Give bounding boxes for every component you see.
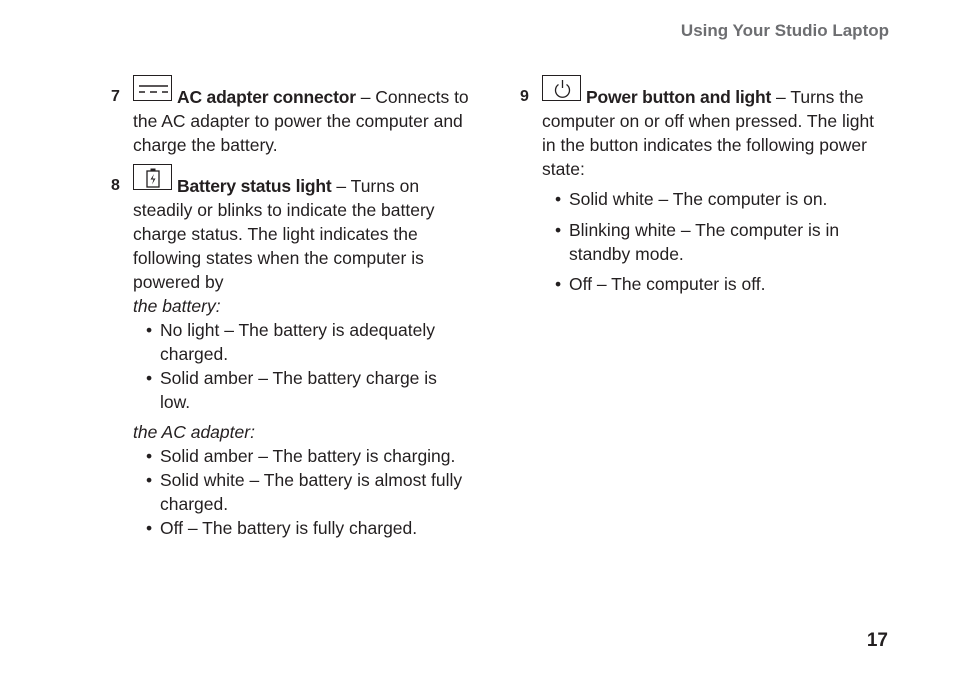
item-text-line: – Connects to [360, 87, 469, 107]
list-item-line: • Off – The battery is fully charged. [160, 518, 418, 538]
item-title: AC adapter connector [177, 87, 356, 107]
ac-adapter-icon [133, 75, 172, 101]
list-item [146, 468, 481, 516]
list-item-line: • Solid white – The battery is almost fully [160, 470, 463, 490]
item-text-line: charge the battery. [133, 135, 278, 155]
list-item [146, 366, 481, 414]
list-item [146, 516, 481, 540]
item-text-line: in the button indicates the following power [542, 135, 867, 155]
page-number: 17 [866, 630, 888, 651]
item-text-line: computer on or off when pressed. The light [542, 111, 875, 131]
item-title: Battery status light [177, 176, 332, 196]
item-text-line: steadily or blinks to indicate the battery [133, 200, 435, 220]
list-item-line: • Solid amber – The battery charge is [160, 368, 437, 388]
list-item [555, 187, 890, 211]
item-text-line: charge status. The light indicates the [133, 224, 418, 244]
battery-subheading: the battery: [133, 296, 221, 316]
list-item-line: • Blinking white – The computer is in [569, 220, 840, 240]
battery-state-list [133, 318, 481, 414]
item-text-line: – Turns on [336, 176, 420, 196]
item-number: 9 [520, 88, 529, 105]
list-item-line: low. [160, 392, 191, 412]
list-item-line: standby mode. [569, 244, 684, 264]
list-item [146, 444, 481, 468]
power-icon [542, 75, 581, 101]
item-title: Power button and light [586, 87, 772, 107]
item-text-line: following states when the computer is [133, 248, 424, 268]
power-state-list [542, 187, 890, 296]
item-text-line: powered by [133, 272, 224, 292]
adapter-state-list [133, 444, 481, 540]
list-item-line: • Off – The computer is off. [569, 274, 766, 294]
item-number: 8 [111, 177, 120, 194]
item-text-line: – Turns the [776, 87, 864, 107]
list-item [146, 318, 481, 366]
list-item-line: • Solid amber – The battery is charging. [160, 446, 456, 466]
list-item [555, 218, 890, 266]
page-header: Using Your Studio Laptop [680, 21, 889, 40]
adapter-subheading: the AC adapter: [133, 422, 255, 442]
list-item-line: • Solid white – The computer is on. [569, 189, 828, 209]
item-text-line: state: [542, 159, 585, 179]
list-item [555, 272, 890, 296]
list-item-line: charged. [160, 494, 229, 514]
item-number: 7 [111, 88, 120, 105]
battery-icon [133, 164, 172, 190]
list-item-line: charged. [160, 344, 229, 364]
item-text-line: the AC adapter to power the computer and [133, 111, 463, 131]
list-item-line: • No light – The battery is adequately [160, 320, 435, 340]
